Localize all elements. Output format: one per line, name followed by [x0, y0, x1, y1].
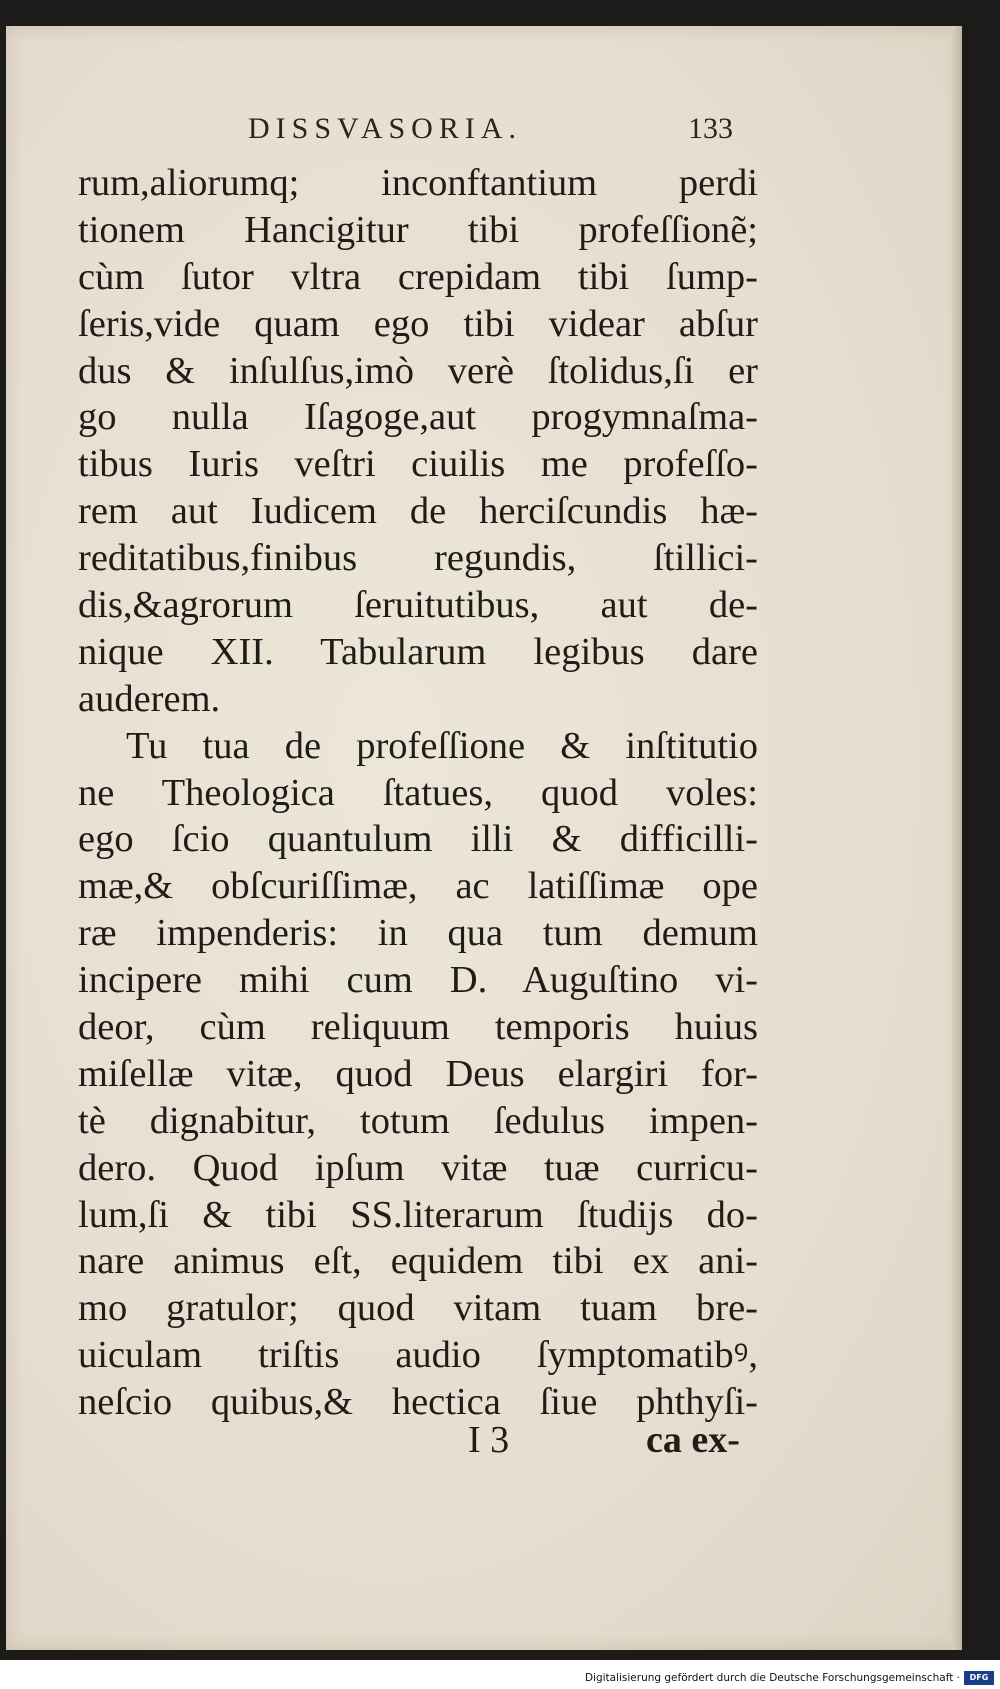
text-line: dis,&agrorum ſeruitutibus, aut de- [78, 584, 758, 627]
page-edge [952, 26, 962, 1650]
text-line: ræ impenderis: in qua tum demum [78, 912, 758, 955]
page-number: 133 [688, 112, 733, 145]
text-line: miſellæ vitæ, quod Deus elargiri for- [78, 1052, 758, 1095]
text-line: mo gratulor; quod vitam tuam bre- [78, 1287, 758, 1330]
text-line: ego ſcio quantulum illi & difficilli- [78, 818, 758, 861]
text-line: tibus Iuris veſtri ciuilis me profeſſo- [78, 443, 758, 486]
text-line: nique XII. Tabularum legibus dare [78, 630, 758, 673]
text-line: ne Theologica ſtatues, quod voles: [78, 771, 758, 814]
text-line: lum,ſi & tibi SS.literarum ſtudijs do- [78, 1193, 758, 1236]
text-line: auderem. [78, 677, 221, 720]
digitization-credit [0, 1668, 1000, 1689]
text-line: dero. Quod ipſum vitæ tuæ curricu- [78, 1146, 758, 1189]
text-line: cùm ſutor vltra crepidam tibi ſump- [78, 255, 758, 298]
text-line: incipere mihi cum D. Auguſtino vi- [78, 959, 758, 1002]
text-line: rem aut Iudicem de herciſcundis hæ- [78, 490, 758, 533]
dfg-logo-icon: DFG [964, 1671, 994, 1685]
text-line: go nulla Iſagoge,aut progymnaſma- [78, 396, 758, 439]
text-line: tionem Hancigitur tibi profeſſionẽ; [78, 208, 758, 251]
credit-text: Digitalisierung gefördert durch die Deutsche Forschungsgemeinschaft · [584, 1672, 960, 1684]
text-line: dus & inſulſus,imò verè ſtolidus,ſi er [78, 349, 758, 392]
text-line: deor, cùm reliquum temporis huius [78, 1006, 758, 1049]
text-line: mæ,& obſcuriſſimæ, ac latiſſimæ ope [78, 865, 758, 908]
text-line: Tu tua de profeſſione & inſtitutio [126, 724, 758, 767]
running-head [78, 112, 748, 152]
body-text [78, 160, 758, 1426]
text-line: rum,aliorumq; inconftantium perdi [78, 162, 758, 204]
signature-mark: I 3 [468, 1419, 510, 1461]
text-line: nare animus eſt, equidem tibi ex ani- [78, 1240, 758, 1283]
text-line: tè dignabitur, totum ſedulus impen- [78, 1099, 758, 1142]
text-line: neſcio quibus,& hectica ſiue phthyſi- [78, 1381, 758, 1424]
page-footer [78, 1418, 758, 1464]
text-line: reditatibus,finibus regundis, ſtillici- [78, 537, 758, 580]
text-line: uiculam triſtis audio ſymptomatibꝰ, [78, 1334, 758, 1377]
catchword: ca ex- [646, 1419, 740, 1461]
running-head-title: DISSVASORIA. [248, 112, 523, 145]
text-line: ſeris,vide quam ego tibi videar abſur [78, 302, 758, 345]
